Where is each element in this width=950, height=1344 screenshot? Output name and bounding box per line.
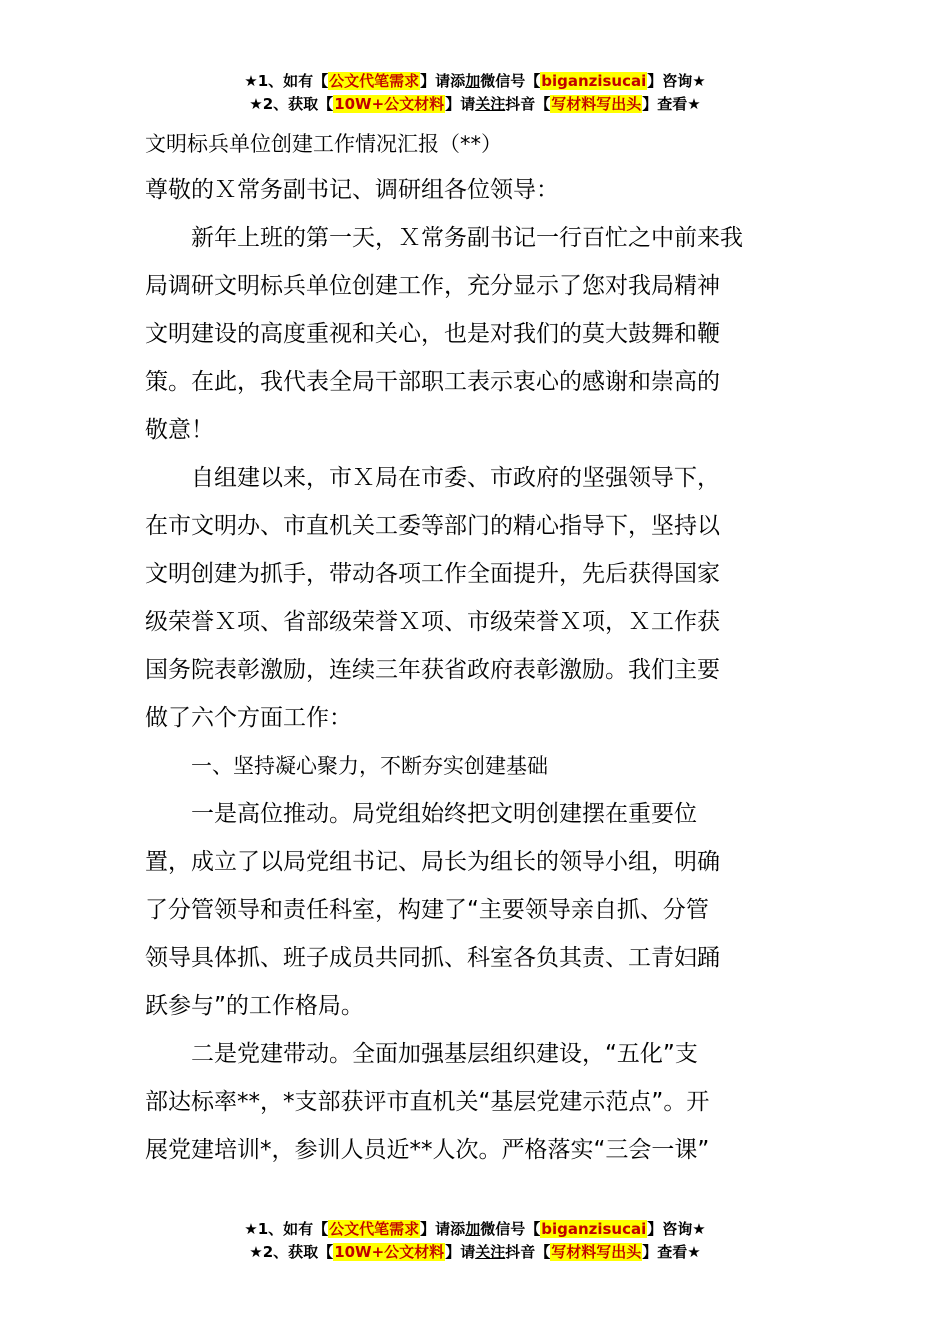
banner-text: 】查看★: [642, 95, 701, 113]
paragraph-line: 展党建培训*，参训人员近**人次。严格落实“三会一课”: [145, 1137, 710, 1163]
paragraph-line: 领导具体抓、班子成员共同抓、科室各负其责、工青妇踊: [145, 945, 720, 971]
document-title: 文明标兵单位创建工作情况汇报（**）: [145, 132, 502, 156]
banner-underlined-text: 加: [465, 1220, 481, 1238]
paragraph-line: 二是党建带动。全面加强基层组织建设，“五化”支: [191, 1041, 698, 1067]
paragraph-line: 了分管领导和责任科室，构建了“主要领导亲自抓、分管: [145, 897, 709, 923]
banner-text: 抖音【: [505, 95, 551, 113]
promo-banner-bottom-line1: [0, 1218, 950, 1240]
banner-highlight: 10W+公文材料: [334, 1243, 445, 1261]
banner-text: ★2、获取【: [249, 95, 334, 113]
paragraph-line: 局调研文明标兵单位创建工作，充分显示了您对我局精神: [145, 273, 720, 299]
banner-text: 】请: [445, 1243, 476, 1261]
paragraph-line: 文明建设的高度重视和关心，也是对我们的莫大鼓舞和鞭: [145, 321, 720, 347]
banner-underlined-text: 关注: [475, 1243, 506, 1261]
banner-text: 】咨询★: [647, 72, 706, 90]
salutation: 尊敬的Ｘ常务副书记、调研组各位领导：: [145, 177, 559, 203]
banner-highlight: biganzisucai: [541, 72, 647, 90]
paragraph-line: 策。在此，我代表全局干部职工表示衷心的感谢和崇高的: [145, 369, 720, 395]
banner-underlined-text: 加: [465, 72, 481, 90]
banner-highlight: biganzisucai: [541, 1220, 647, 1238]
paragraph-line: 新年上班的第一天，Ｘ常务副书记一行百忙之中前来我: [191, 225, 743, 251]
banner-underlined-text: 关注: [475, 95, 506, 113]
paragraph-line: 置，成立了以局党组书记、局长为组长的领导小组，明确: [145, 849, 720, 875]
banner-text: 】咨询★: [647, 1220, 706, 1238]
paragraph-line: 文明创建为抓手，带动各项工作全面提升，先后获得国家: [145, 561, 720, 587]
paragraph-line: 自组建以来，市Ｘ局在市委、市政府的坚强领导下，: [191, 465, 720, 491]
banner-text: ★2、获取【: [249, 1243, 334, 1261]
banner-text: 抖音【: [505, 1243, 551, 1261]
paragraph-line: 一是高位推动。局党组始终把文明创建摆在重要位: [191, 801, 697, 827]
promo-banner-top-line1: [0, 70, 950, 92]
banner-highlight: 10W+公文材料: [334, 95, 445, 113]
banner-highlight: 公文代笔需求: [329, 1220, 420, 1238]
paragraph-line: 敬意！: [145, 417, 214, 443]
paragraph-line: 做了六个方面工作：: [145, 705, 352, 731]
banner-text: 微信号【: [480, 1220, 541, 1238]
banner-text: 】请添: [420, 72, 466, 90]
paragraph-line: 级荣誉Ｘ项、省部级荣誉Ｘ项、市级荣誉Ｘ项，Ｘ工作获: [145, 609, 720, 635]
paragraph-line: 部达标率**，*支部获评市直机关“基层党建示范点”。开: [145, 1089, 710, 1115]
paragraph-line: 跃参与”的工作格局。: [145, 993, 364, 1019]
paragraph-line: 国务院表彰激励，连续三年获省政府表彰激励。我们主要: [145, 657, 720, 683]
banner-text: 】查看★: [642, 1243, 701, 1261]
banner-highlight: 写材料写出头: [551, 95, 642, 113]
banner-text: 微信号【: [480, 72, 541, 90]
banner-highlight: 写材料写出头: [551, 1243, 642, 1261]
banner-text: 】请添: [420, 1220, 466, 1238]
banner-highlight: 公文代笔需求: [329, 72, 420, 90]
promo-banner-top-line2: [0, 93, 950, 115]
banner-text: ★1、如有【: [244, 1220, 329, 1238]
promo-banner-bottom-line2: [0, 1241, 950, 1263]
section-heading: 一、坚持凝心聚力，不断夯实创建基础: [191, 754, 548, 778]
document-body: [145, 122, 810, 1174]
paragraph-line: 在市文明办、市直机关工委等部门的精心指导下，坚持以: [145, 513, 720, 539]
banner-text: ★1、如有【: [244, 72, 329, 90]
banner-text: 】请: [445, 95, 476, 113]
